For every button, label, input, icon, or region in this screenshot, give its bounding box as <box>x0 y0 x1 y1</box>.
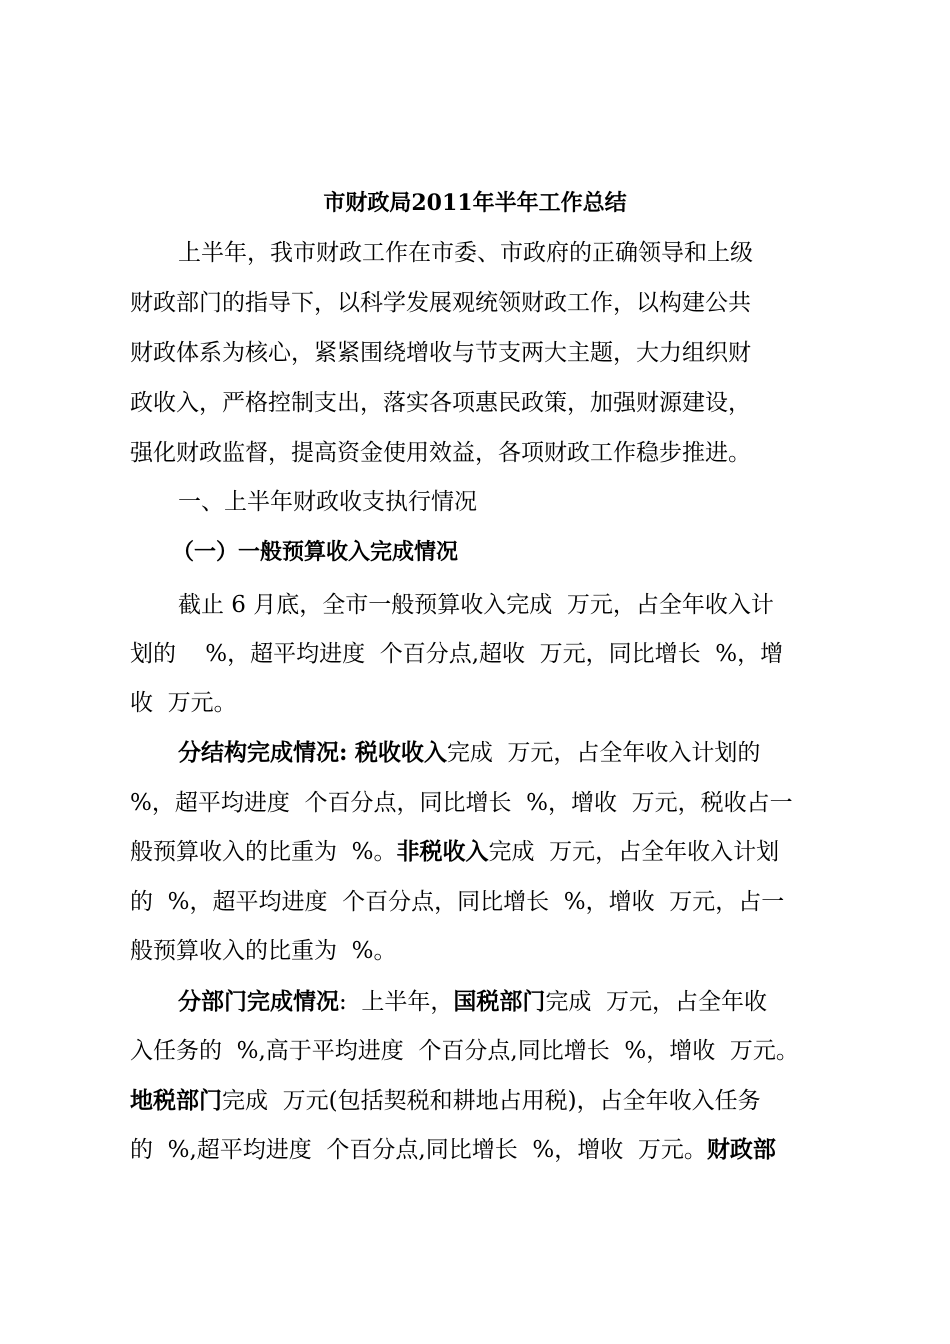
para3-line-1-text-b: 完成 万元，占全年收 <box>545 989 767 1015</box>
para2-line-3-text-b: 完成 万元，占全年收入计划 <box>488 839 780 865</box>
section-heading: 一、上半年财政收支执行情况 <box>178 489 477 515</box>
intro-line-1: 上半年，我市财政工作在市委、市政府的正确领导和上级 <box>178 240 753 266</box>
para3-line-1-text-a: : 上半年， <box>339 989 454 1015</box>
para3-line-3-text: 完成 万元(包括契税和耕地占用税)，占全年收入任务 <box>222 1088 761 1114</box>
para2-line-1 <box>178 733 760 773</box>
intro-line-3: 财政体系为核心，紧紧围绕增收与节支两大主题，大力组织财 <box>130 340 751 366</box>
intro-line-2: 财政部门的指导下，以科学发展观统领财政工作，以构建公共 <box>130 290 751 316</box>
tax-revenue-label: 税收收入 <box>354 739 447 766</box>
para3-line-3 <box>130 1081 761 1121</box>
structure-label: 分结构完成情况: <box>178 739 348 766</box>
para2-line-5: 般预算收入的比重为 %。 <box>130 938 397 964</box>
para1-line-2: 划的 %，超平均进度 个百分点,超收 万元，同比增长 %，增 <box>130 641 784 667</box>
document-title: 市财政局2011年半年工作总结 <box>323 190 627 216</box>
local-tax-label: 地税部门 <box>130 1087 222 1114</box>
para3-line-4-text: 的 %,超平均进度 个百分点,同比增长 %，增收 万元。 <box>130 1137 707 1163</box>
para2-line-4: 的 %，超平均进度 个百分点，同比增长 %，增收 万元，占一 <box>130 889 785 915</box>
para3-line-2: 入任务的 %,高于平均进度 个百分点,同比增长 %，增收 万元。 <box>130 1038 799 1064</box>
department-label: 分部门完成情况 <box>178 988 339 1015</box>
para2-line-1-text: 完成 万元，占全年收入计划的 <box>446 740 761 766</box>
intro-line-5: 强化财政监督，提高资金使用效益，各项财政工作稳步推进。 <box>130 440 751 466</box>
national-tax-label: 国税部门 <box>453 988 546 1015</box>
subsection-heading: （一）一般预算收入完成情况 <box>172 540 459 565</box>
para1-line-3: 收 万元。 <box>130 690 237 716</box>
intro-line-4: 政收入，严格控制支出，落实各项惠民政策，加强财源建设， <box>130 390 751 416</box>
para2-line-2: %，超平均进度 个百分点，同比增长 %，增收 万元，税收占一 <box>130 790 793 816</box>
para2-line-3-text-a: 般预算收入的比重为 %。 <box>130 839 397 865</box>
para3-line-1 <box>178 982 767 1022</box>
nontax-revenue-label: 非税收入 <box>396 838 489 865</box>
para2-line-3 <box>130 832 779 872</box>
para3-line-4 <box>130 1130 776 1170</box>
finance-dept-label: 财政部 <box>706 1136 776 1163</box>
para1-line-1: 截止 6 月底，全市一般预算收入完成 万元，占全年收入计 <box>178 592 774 618</box>
